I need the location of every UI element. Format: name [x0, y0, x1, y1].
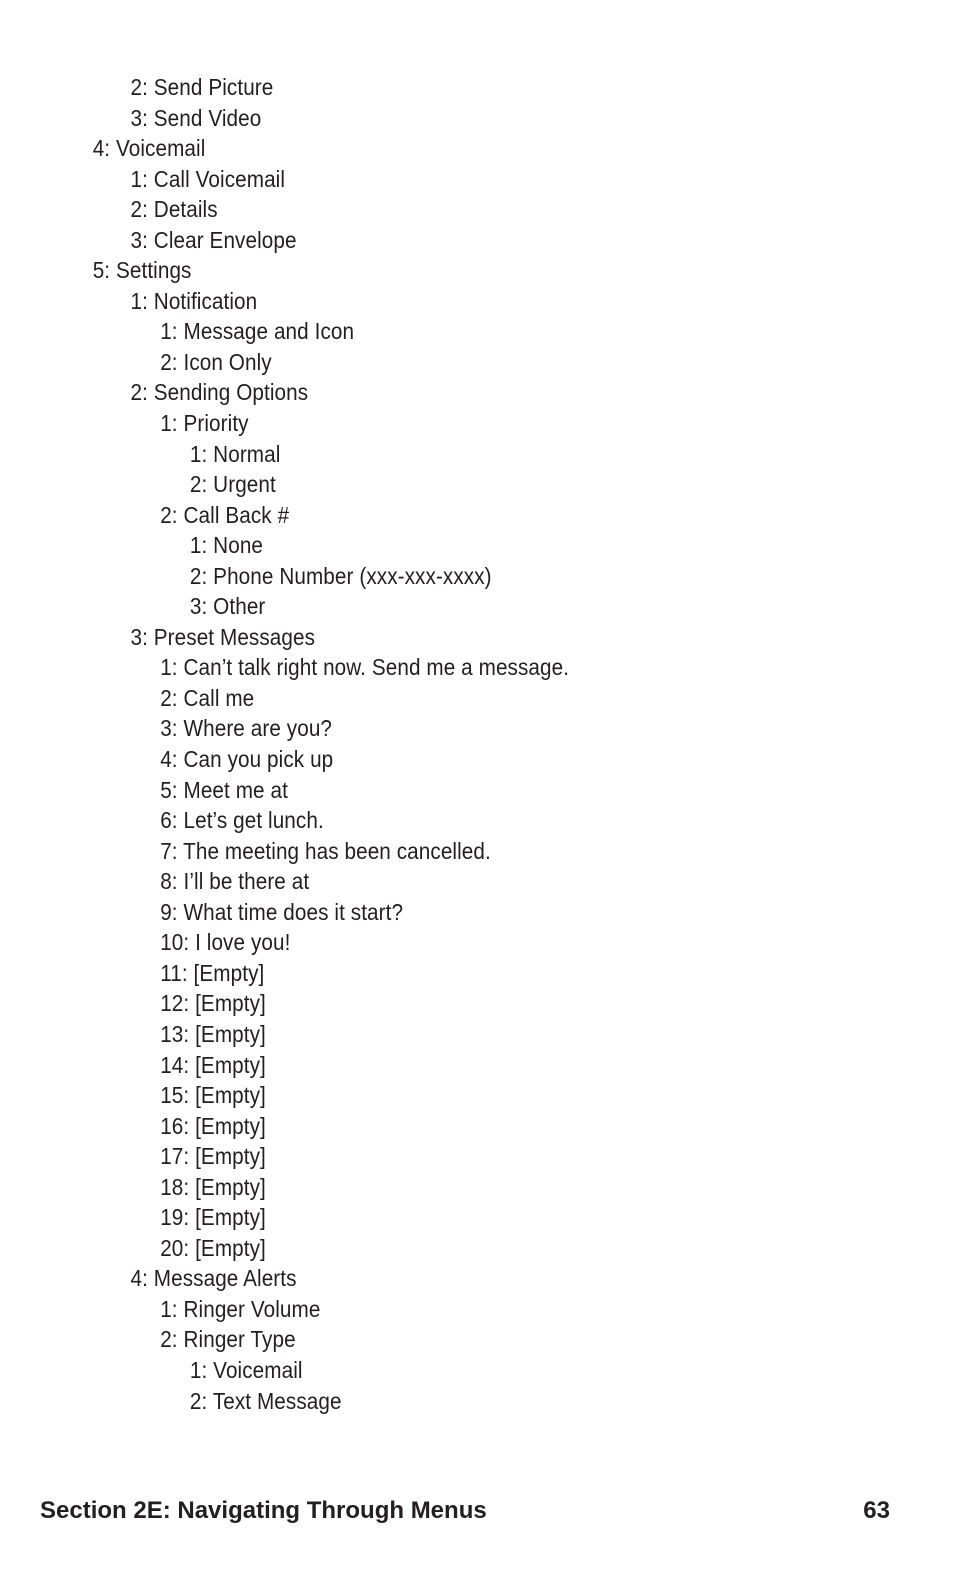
menu-item: 13: [Empty] [160, 1020, 266, 1047]
menu-item: 1: Ringer Volume [160, 1295, 321, 1322]
menu-item: 6: Let’s get lunch. [160, 807, 324, 834]
menu-item: 2: Icon Only [160, 348, 272, 375]
menu-item: 3: Preset Messages [130, 623, 316, 650]
menu-item: 11: [Empty] [160, 959, 265, 986]
menu-item: 8: I’ll be there at [160, 868, 310, 895]
menu-item: 1: Notification [130, 287, 258, 314]
menu-item: 2: Phone Number (xxx-xxx-xxxx) [189, 562, 492, 589]
menu-item: 3: Other [189, 593, 266, 620]
menu-item: 10: I love you! [160, 929, 291, 956]
menu-item: 2: Ringer Type [160, 1326, 296, 1353]
menu-item: 4: Can you pick up [160, 746, 334, 773]
menu-item: 1: Priority [160, 410, 249, 437]
menu-item: 9: What time does it start? [160, 898, 404, 925]
menu-item: 1: Voicemail [189, 1356, 303, 1383]
menu-item: 7: The meeting has been cancelled. [160, 837, 491, 864]
page-footer [40, 1495, 890, 1527]
menu-item: 1: Message and Icon [160, 318, 355, 345]
menu-item: 20: [Empty] [160, 1234, 266, 1261]
menu-item: 2: Send Picture [130, 74, 274, 100]
section-title: Section 2E: Navigating Through Menus [40, 1497, 487, 1524]
menu-item: 1: Normal [189, 440, 281, 467]
page-number: 63 [863, 1497, 890, 1524]
menu-item: 5: Settings [92, 257, 192, 284]
menu-item: 3: Clear Envelope [130, 226, 297, 253]
menu-item: 4: Message Alerts [130, 1265, 297, 1292]
menu-item: 2: Text Message [189, 1387, 342, 1414]
menu-item: 2: Call me [160, 684, 255, 711]
menu-item: 1: Call Voicemail [130, 165, 286, 192]
menu-item: 1: Can’t talk right now. Send me a message. [160, 654, 570, 681]
menu-item: 19: [Empty] [160, 1204, 266, 1231]
menu-item: 3: Send Video [130, 104, 262, 131]
menu-item: 2: Urgent [189, 471, 276, 498]
menu-item: 5: Meet me at [160, 776, 288, 803]
menu-item: 17: [Empty] [160, 1143, 266, 1170]
menu-item: 1: None [189, 532, 264, 559]
menu-item: 3: Where are you? [160, 715, 333, 742]
menu-item: 14: [Empty] [160, 1051, 266, 1078]
menu-outline [0, 72, 954, 1416]
menu-item: 4: Voicemail [92, 135, 206, 162]
menu-item: 2: Call Back # [160, 501, 290, 528]
menu-item: 12: [Empty] [160, 990, 266, 1017]
menu-item: 16: [Empty] [160, 1112, 266, 1139]
menu-item: 2: Sending Options [130, 379, 309, 406]
menu-item: 15: [Empty] [160, 1082, 266, 1109]
menu-item: 2: Details [130, 196, 218, 223]
menu-item: 18: [Empty] [160, 1173, 266, 1200]
